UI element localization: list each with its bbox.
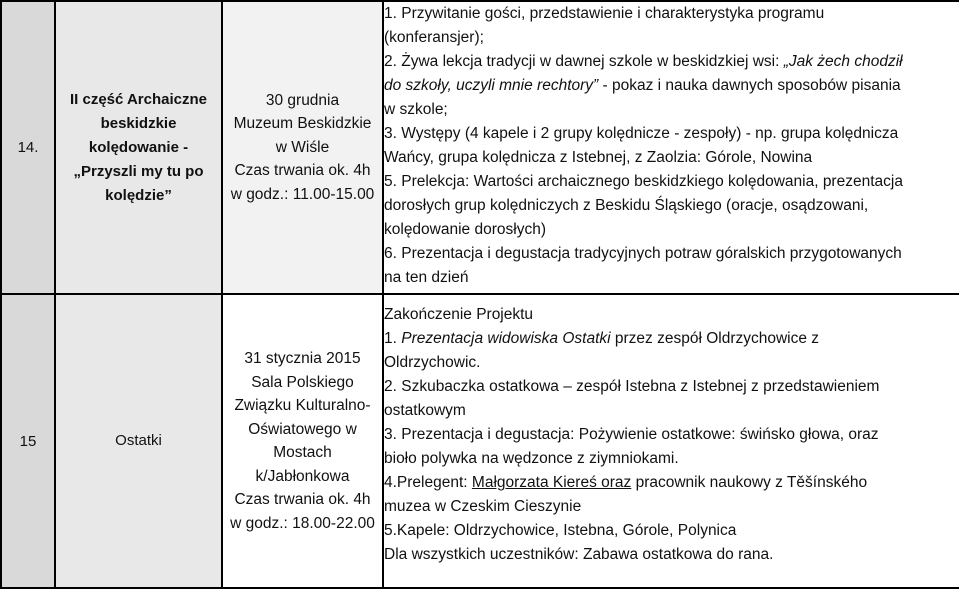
program-line: Dla wszystkich uczestników: Zabawa ostatkowa do rana. xyxy=(384,546,774,563)
program-line: Wańcy, grupa kolędnicza z Istebnej, z Zaolzia: Górole, Nowina xyxy=(384,149,813,166)
program-line: kolędowanie dorosłych) xyxy=(384,221,546,238)
title-line: „Przyszli my tu po xyxy=(73,162,204,180)
program-text: 2. Szkubaczka ostatkowa xyxy=(384,378,564,395)
program-line: 5. Prelekcja: Wartości archaicznego beskidzkiego kolędowania, prezentacja xyxy=(384,173,903,190)
program-quote: Prezentacja widowiska Ostatki xyxy=(401,330,611,347)
program-line: Oldrzychowic. xyxy=(384,354,481,371)
title-line: kolędowanie - xyxy=(88,138,189,156)
program-line xyxy=(384,471,959,495)
place-line: Związku Kulturalno- xyxy=(234,397,371,414)
place-line: Czas trwania ok. 4h xyxy=(234,162,371,180)
program-line: 3. Występy (4 kapele i 2 grupy kolędnicze - zespoły) - np. grupa kolędnicza xyxy=(384,125,899,142)
event-title xyxy=(55,1,222,294)
program-line: w szkole; xyxy=(384,101,448,118)
place-line: Mostach xyxy=(273,444,332,461)
place-line: w Wiśle xyxy=(275,138,330,156)
program-line: (konferansjer); xyxy=(384,29,484,46)
row-number: 15 xyxy=(1,294,55,588)
program-line xyxy=(384,74,959,98)
place-line: 31 stycznia 2015 xyxy=(244,350,361,367)
program-line: 6. Prezentacja i degustacja tradycyjnych potraw góralskich przygotowanych xyxy=(384,245,902,262)
place-line: Muzeum Beskidzkie xyxy=(233,115,372,133)
program-text: – zespół Istebna z Istebnej z przedstawieniem xyxy=(563,378,880,395)
program-line: Zakończenie Projektu xyxy=(384,306,534,323)
program-text: pracownik naukowy z Těšínského xyxy=(631,474,868,491)
program-text: 4.Prelegent: xyxy=(384,474,472,491)
event-place xyxy=(222,1,383,294)
event-program xyxy=(383,294,959,588)
table-row xyxy=(1,1,959,294)
program-line: muzea w Czeskim Cieszynie xyxy=(384,498,582,515)
place-line: Sala Polskiego xyxy=(251,373,354,391)
program-quote: „Jak żech chodził xyxy=(783,53,903,70)
place-line: Czas trwania ok. 4h xyxy=(234,491,371,508)
program-line xyxy=(384,375,959,399)
place-line: k/Jabłonkowa xyxy=(255,467,350,485)
program-quote: do szkoły, uczyli mnie rechtory” xyxy=(384,77,599,94)
title-line: II część Archaiczne xyxy=(69,90,207,108)
program-line: ostatkowym xyxy=(384,402,466,419)
program-underlined: Małgorzata Kiereś oraz xyxy=(471,474,632,491)
title-line: beskidzkie xyxy=(100,114,177,132)
event-place xyxy=(222,294,383,588)
row-number: 14. xyxy=(1,1,55,294)
place-line: 30 grudnia xyxy=(265,91,340,109)
program-line: 1. Przywitanie gości, przedstawienie i charakterystyka programu xyxy=(384,5,825,22)
program-line: dorosłych grup kolędniczych z Beskidu Śląskiego (oracje, osądzowani, xyxy=(384,197,869,214)
program-text: 1. xyxy=(384,330,402,347)
program-text: 2. Żywa lekcja tradycji w dawnej szkole w beskidzkiej wsi: xyxy=(384,53,784,70)
place-line: Oświatowego w xyxy=(248,420,357,438)
program-line: 5.Kapele: Oldrzychowice, Istebna, Górole, Polynica xyxy=(384,522,737,539)
program-line: bioło polywka na wędzonce z ziymniokami. xyxy=(384,450,679,467)
program-text: przez zespół Oldrzychowice z xyxy=(610,330,820,347)
place-line: w godz.: 11.00-15.00 xyxy=(230,185,375,203)
program-text: - pokaz i nauka dawnych sposobów pisania xyxy=(598,77,901,94)
program-line xyxy=(384,50,959,74)
place-line: w godz.: 18.00-22.00 xyxy=(230,514,375,532)
event-title: Ostatki xyxy=(55,294,222,588)
program-line: 3. Prezentacja i degustacja: Pożywienie ostatkowe: świńsko głowa, oraz xyxy=(384,426,879,443)
title-line: kolędzie” xyxy=(105,186,172,204)
program-line: na ten dzień xyxy=(384,269,469,286)
table-row xyxy=(1,294,959,588)
event-program xyxy=(383,1,959,294)
program-line xyxy=(384,327,959,351)
